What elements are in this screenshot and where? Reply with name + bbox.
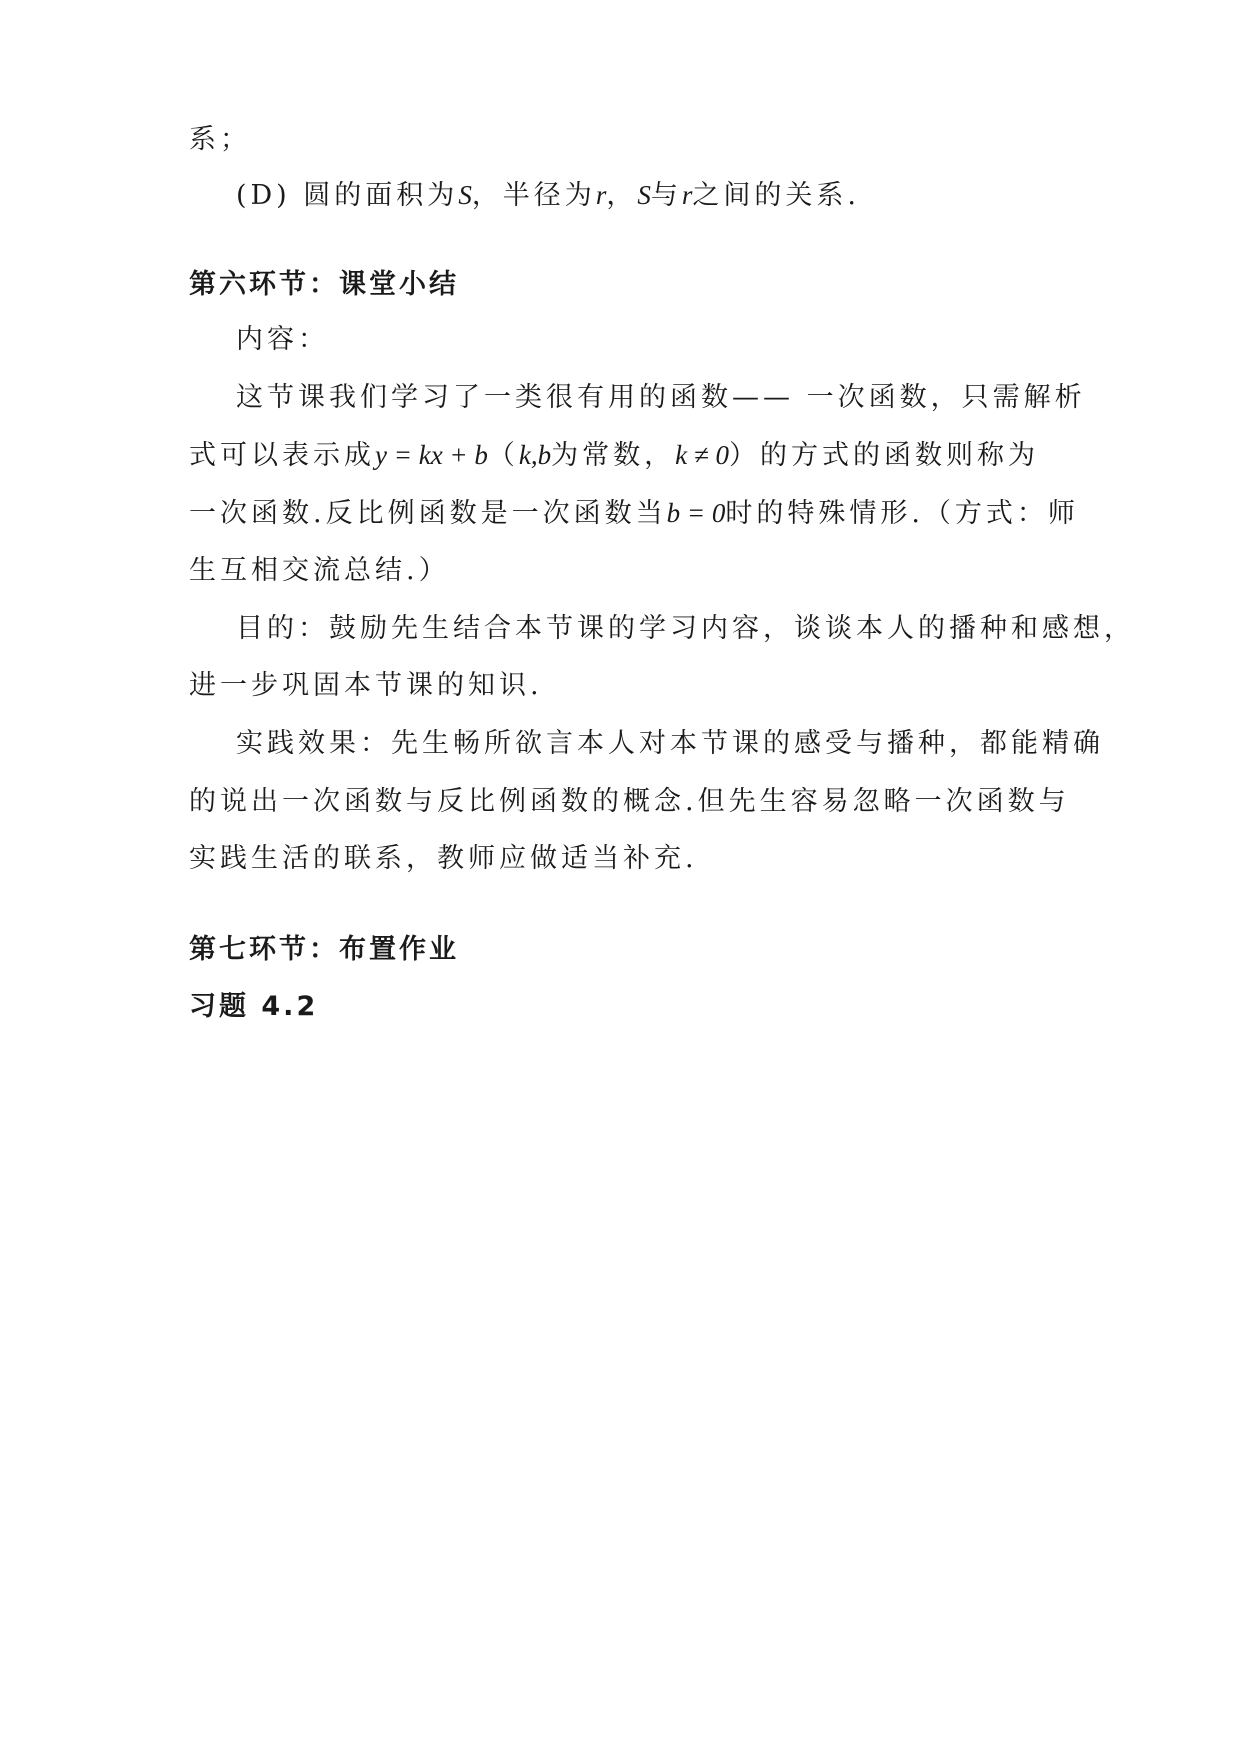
formula-b-zero: b = 0 (666, 498, 726, 528)
text-fragment: （ (487, 440, 519, 471)
content-label: 内容： (236, 324, 329, 355)
math-r: r (595, 180, 607, 210)
option-d-line (236, 177, 860, 214)
math-s: S (458, 180, 472, 210)
text-fragment: 为常数， (551, 440, 676, 471)
paragraph-line: 的说出一次函数与反比例函数的概念.但先生容易忽略一次函数与 (189, 786, 1070, 817)
text-fragment: 式可以表示成 (189, 440, 375, 471)
text-fragment: ）的方式的函数则称为 (728, 440, 1039, 471)
paragraph-line: 进一步巩固本节课的知识. (189, 670, 543, 701)
text-fragment: 之间的关系. (692, 180, 860, 211)
homework-item: 习题 4.2 (189, 991, 319, 1022)
section-6-heading: 第六环节：课堂小结 (189, 269, 459, 300)
math-k-nonzero: k ≠ 0 (675, 440, 729, 470)
section-7-heading: 第七环节：布置作业 (189, 934, 459, 965)
text-line: 系； (189, 124, 251, 155)
paragraph-line (189, 437, 1039, 474)
text-fragment: 时的特殊情形.（方式：师 (725, 498, 1079, 529)
text-fragment: ，半径为 (471, 180, 596, 211)
text-fragment: 一次函数.反比例函数是一次函数当 (189, 498, 667, 529)
formula-linear-function: y = kx + b (375, 440, 488, 470)
option-d-prefix: (D) 圆的面积为 (236, 180, 459, 211)
paragraph-line: 这节课我们学习了一类很有用的函数—— 一次函数，只需解析 (236, 382, 1086, 413)
paragraph-line: 生互相交流总结.） (189, 555, 450, 586)
text-fragment: 与 (650, 180, 682, 211)
math-r: r (681, 180, 693, 210)
math-s: S (637, 180, 651, 210)
math-kb: k,b (518, 440, 552, 470)
text-fragment: ， (606, 180, 638, 211)
paragraph-line (189, 495, 1079, 532)
paragraph-line: 目的：鼓励先生结合本节课的学习内容，谈谈本人的播种和感想， (236, 613, 1135, 644)
paragraph-line: 实践生活的联系，教师应做适当补充. (189, 843, 698, 874)
paragraph-line: 实践效果：先生畅所欲言本人对本节课的感受与播种，都能精确 (236, 728, 1104, 759)
